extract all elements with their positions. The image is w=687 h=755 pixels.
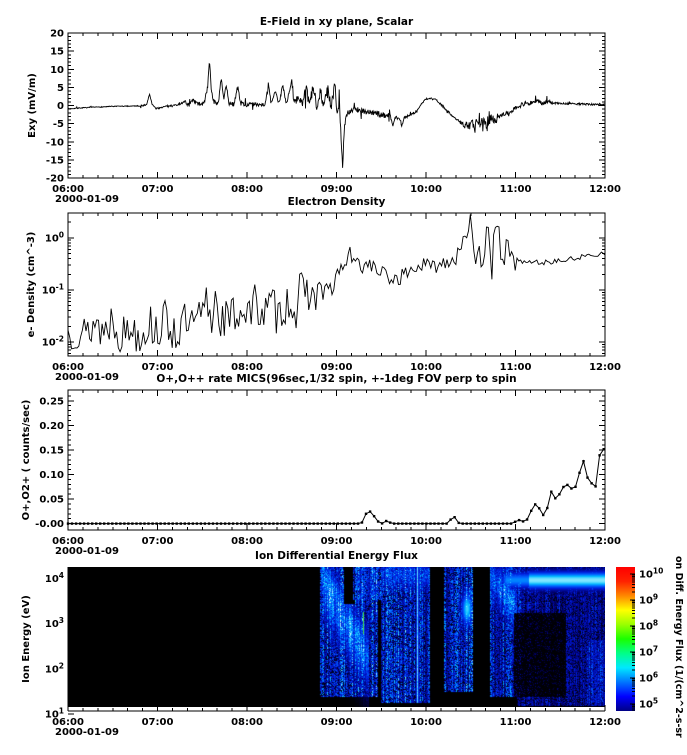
colorbar-tick-label: $10^6$ (639, 670, 659, 685)
oplus-marker (502, 522, 504, 524)
oplus-marker (453, 516, 455, 518)
oplus-marker (268, 522, 270, 524)
oplus-marker (590, 482, 592, 484)
oplus-marker (280, 522, 282, 524)
y-tick-label: -15 (45, 155, 64, 167)
oplus-marker (425, 522, 427, 524)
y-tick-label: 0.05 (39, 494, 64, 506)
oplus-marker (405, 522, 407, 524)
y-tick-label: 0.20 (39, 420, 64, 432)
panel-title-oplus: O+,O++ rate MICS(96sec,1/32 spin, +-1deg FOV perp to spin (156, 373, 517, 385)
oplus-marker (437, 522, 439, 524)
oplus-marker (87, 522, 89, 524)
oplus-marker (256, 522, 258, 524)
y-tick-label: 15 (50, 46, 64, 58)
oplus-marker (357, 522, 359, 524)
oplus-marker (546, 507, 548, 509)
oplus-marker (353, 522, 355, 524)
oplus-marker (288, 522, 290, 524)
oplus-frame (68, 390, 605, 530)
x-tick-label: 09:00 (320, 362, 353, 373)
oplus-marker (172, 522, 174, 524)
oplus-marker (349, 522, 351, 524)
density-trace (68, 214, 605, 351)
oplus-marker (449, 518, 451, 520)
oplus-marker (578, 472, 580, 474)
oplus-marker (373, 515, 375, 517)
oplus-marker (184, 522, 186, 524)
oplus-marker (582, 460, 584, 462)
colorbar-tick-label: $10^9$ (639, 592, 659, 607)
oplus-marker (300, 522, 302, 524)
efield-trace (68, 64, 605, 168)
oplus-trace (68, 449, 604, 523)
colorbar-tick-label: $10^8$ (639, 618, 659, 633)
oplus-marker (365, 513, 367, 515)
oplus-marker (341, 522, 343, 524)
oplus-marker (232, 522, 234, 524)
oplus-marker (220, 522, 222, 524)
oplus-marker (377, 520, 379, 522)
oplus-marker (550, 491, 552, 493)
x-tick-label: 11:00 (499, 717, 532, 728)
oplus-marker (212, 522, 214, 524)
y-tick-label: 5 (57, 82, 64, 94)
density-ylabel: e- Density (cm^-3) (26, 231, 37, 338)
oplus-marker (586, 476, 588, 478)
oplus-marker (83, 522, 85, 524)
oplus-marker (67, 522, 69, 524)
oplus-marker (429, 522, 431, 524)
oplus-marker (514, 521, 516, 523)
colorbar-tick-label: $10^5$ (639, 696, 659, 711)
oplus-marker (401, 522, 403, 524)
y-tick-label: 0.10 (39, 469, 64, 481)
oplus-marker (107, 522, 109, 524)
oplus-marker (369, 510, 371, 512)
oplus-marker (224, 522, 226, 524)
oplus-marker (284, 522, 286, 524)
y-tick-label: 20 (50, 28, 64, 40)
oplus-marker (75, 522, 77, 524)
oplus-marker (574, 486, 576, 488)
x-tick-label: 06:00 (52, 717, 84, 728)
oplus-marker (558, 493, 560, 495)
x-tick-label: 07:00 (141, 536, 174, 547)
oplus-marker (421, 522, 423, 524)
oplus-marker (71, 522, 73, 524)
x-tick-label: 08:00 (231, 184, 263, 195)
oplus-marker (441, 522, 443, 524)
oplus-marker (458, 522, 460, 524)
oplus-marker (200, 522, 202, 524)
oplus-marker (168, 522, 170, 524)
panel-title-ionflux: Ion Differential Energy Flux (255, 550, 418, 562)
y-tick-label-log: $10^{-2}$ (41, 334, 64, 349)
x-tick-label: 12:00 (589, 536, 621, 547)
x-tick-label: 08:00 (231, 717, 263, 728)
oplus-marker (486, 522, 488, 524)
y-tick-label: -5 (52, 119, 64, 131)
x-tick-label: 07:00 (141, 362, 174, 373)
oplus-marker (522, 520, 524, 522)
x-tick-label: 10:00 (410, 184, 442, 195)
oplus-marker (413, 522, 415, 524)
oplus-marker (313, 522, 315, 524)
oplus-marker (180, 522, 182, 524)
x-tick-label: 07:00 (141, 184, 174, 195)
oplus-marker (409, 522, 411, 524)
y-tick-label: 0.25 (39, 396, 64, 408)
y-tick-label-log: $10^3$ (44, 616, 64, 631)
y-tick-label: -0.00 (35, 519, 64, 531)
oplus-marker (159, 522, 161, 524)
oplus-marker (131, 522, 133, 524)
oplus-marker (466, 522, 468, 524)
oplus-marker (470, 522, 472, 524)
oplus-marker (164, 522, 166, 524)
oplus-marker (127, 522, 129, 524)
oplus-marker (292, 522, 294, 524)
oplus-marker (325, 522, 327, 524)
oplus-marker (135, 522, 137, 524)
oplus-marker (337, 522, 339, 524)
panel-title-density: Electron Density (287, 196, 386, 208)
oplus-marker (79, 522, 81, 524)
oplus-marker (598, 454, 600, 456)
oplus-marker (397, 522, 399, 524)
x-tick-label: 11:00 (499, 184, 532, 195)
oplus-marker (272, 522, 274, 524)
x-tick-label: 08:00 (231, 362, 263, 373)
panel-title-efield: E-Field in xy plane, Scalar (259, 16, 414, 28)
oplus-marker (538, 507, 540, 509)
oplus-marker (208, 522, 210, 524)
oplus-marker (260, 522, 262, 524)
oplus-marker (554, 497, 556, 499)
oplus-marker (111, 522, 113, 524)
x-tick-label: 09:00 (320, 536, 353, 547)
y-tick-label-log: $10^2$ (44, 661, 64, 676)
x-tick-label: 09:00 (320, 717, 353, 728)
y-tick-label: -20 (45, 173, 64, 185)
oplus-marker (474, 522, 476, 524)
oplus-marker (321, 522, 323, 524)
oplus-marker (115, 522, 117, 524)
x-tick-label: 12:00 (589, 362, 621, 373)
x-tick-label: 12:00 (589, 184, 621, 195)
oplus-marker (308, 522, 310, 524)
oplus-marker (506, 522, 508, 524)
x-tick-label: 10:00 (410, 362, 442, 373)
oplus-marker (542, 514, 544, 516)
oplus-marker (534, 503, 536, 505)
oplus-marker (236, 522, 238, 524)
x-tick-label: 06:00 (52, 362, 84, 373)
date-label: 2000-01-09 (55, 727, 119, 738)
date-label: 2000-01-09 (55, 194, 119, 205)
oplus-marker (333, 522, 335, 524)
x-tick-label: 10:00 (410, 536, 442, 547)
oplus-marker (228, 522, 230, 524)
oplus-marker (216, 522, 218, 524)
colorbar-tick-label: $10^{10}$ (639, 566, 664, 581)
x-tick-label: 06:00 (52, 536, 84, 547)
oplus-marker (304, 522, 306, 524)
oplus-marker (498, 522, 500, 524)
y-tick-label-log: $10^0$ (44, 230, 64, 245)
oplus-marker (570, 487, 572, 489)
oplus-marker (155, 522, 157, 524)
oplus-marker (240, 522, 242, 524)
x-tick-label: 11:00 (499, 536, 532, 547)
oplus-marker (518, 519, 520, 521)
oplus-marker (95, 522, 97, 524)
oplus-marker (478, 522, 480, 524)
y-tick-label: 10 (50, 64, 64, 76)
oplus-marker (417, 522, 419, 524)
x-tick-label: 10:00 (410, 717, 442, 728)
oplus-marker (510, 522, 512, 524)
oplus-marker (385, 520, 387, 522)
oplus-marker (389, 521, 391, 523)
oplus-marker (204, 522, 206, 524)
oplus-marker (264, 522, 266, 524)
oplus-marker (119, 522, 121, 524)
oplus-marker (462, 522, 464, 524)
oplus-marker (393, 522, 395, 524)
oplus-marker (99, 522, 101, 524)
y-tick-label: 0.15 (39, 445, 64, 457)
y-tick-label-log: $10^4$ (44, 570, 64, 585)
x-tick-label: 08:00 (231, 536, 263, 547)
y-tick-label-log: $10^{-1}$ (41, 282, 64, 297)
oplus-marker (494, 522, 496, 524)
oplus-marker (566, 484, 568, 486)
oplus-marker (143, 522, 145, 524)
oplus-marker (139, 522, 141, 524)
oplus-marker (381, 522, 383, 524)
oplus-marker (296, 522, 298, 524)
y-tick-label: 0 (57, 101, 64, 112)
oplus-marker (345, 522, 347, 524)
x-tick-label: 06:00 (52, 184, 84, 195)
oplus-marker (192, 522, 194, 524)
oplus-marker (103, 522, 105, 524)
x-tick-label: 11:00 (499, 362, 532, 373)
oplus-marker (490, 522, 492, 524)
colorbar-axis-label: on Diff. Energy Flux (1/(cm^2-s-sr (673, 556, 684, 738)
x-tick-label: 12:00 (589, 717, 621, 728)
oplus-marker (361, 521, 363, 523)
oplus-marker (603, 448, 605, 450)
oplus-marker (252, 522, 254, 524)
oplus-marker (594, 485, 596, 487)
oplus-marker (123, 522, 125, 524)
oplus-marker (248, 522, 250, 524)
oplus-marker (530, 510, 532, 512)
oplus-marker (317, 522, 319, 524)
x-tick-label: 09:00 (320, 184, 353, 195)
oplus-marker (526, 518, 528, 520)
y-tick-label: -10 (45, 137, 64, 149)
oplus-marker (176, 522, 178, 524)
oplus-marker (244, 522, 246, 524)
oplus-marker (433, 522, 435, 524)
efield-ylabel: Exy (mV/m) (27, 73, 38, 138)
ionflux-ylabel: Ion Energy (eV) (21, 595, 32, 683)
x-tick-label: 07:00 (141, 717, 174, 728)
oplus-marker (196, 522, 198, 524)
oplus-marker (91, 522, 93, 524)
oplus-ylabel: O+,O2+ ( counts/sec) (21, 399, 32, 521)
oplus-marker (329, 522, 331, 524)
date-label: 2000-01-09 (55, 546, 119, 557)
colorbar-tick-label: $10^7$ (639, 644, 659, 659)
oplus-marker (151, 522, 153, 524)
oplus-marker (562, 486, 564, 488)
date-label: 2000-01-09 (55, 372, 119, 383)
oplus-marker (482, 522, 484, 524)
oplus-marker (188, 522, 190, 524)
y-tick-label-log: $10^1$ (44, 706, 64, 721)
oplus-marker (147, 522, 149, 524)
oplus-marker (445, 522, 447, 524)
oplus-marker (276, 522, 278, 524)
